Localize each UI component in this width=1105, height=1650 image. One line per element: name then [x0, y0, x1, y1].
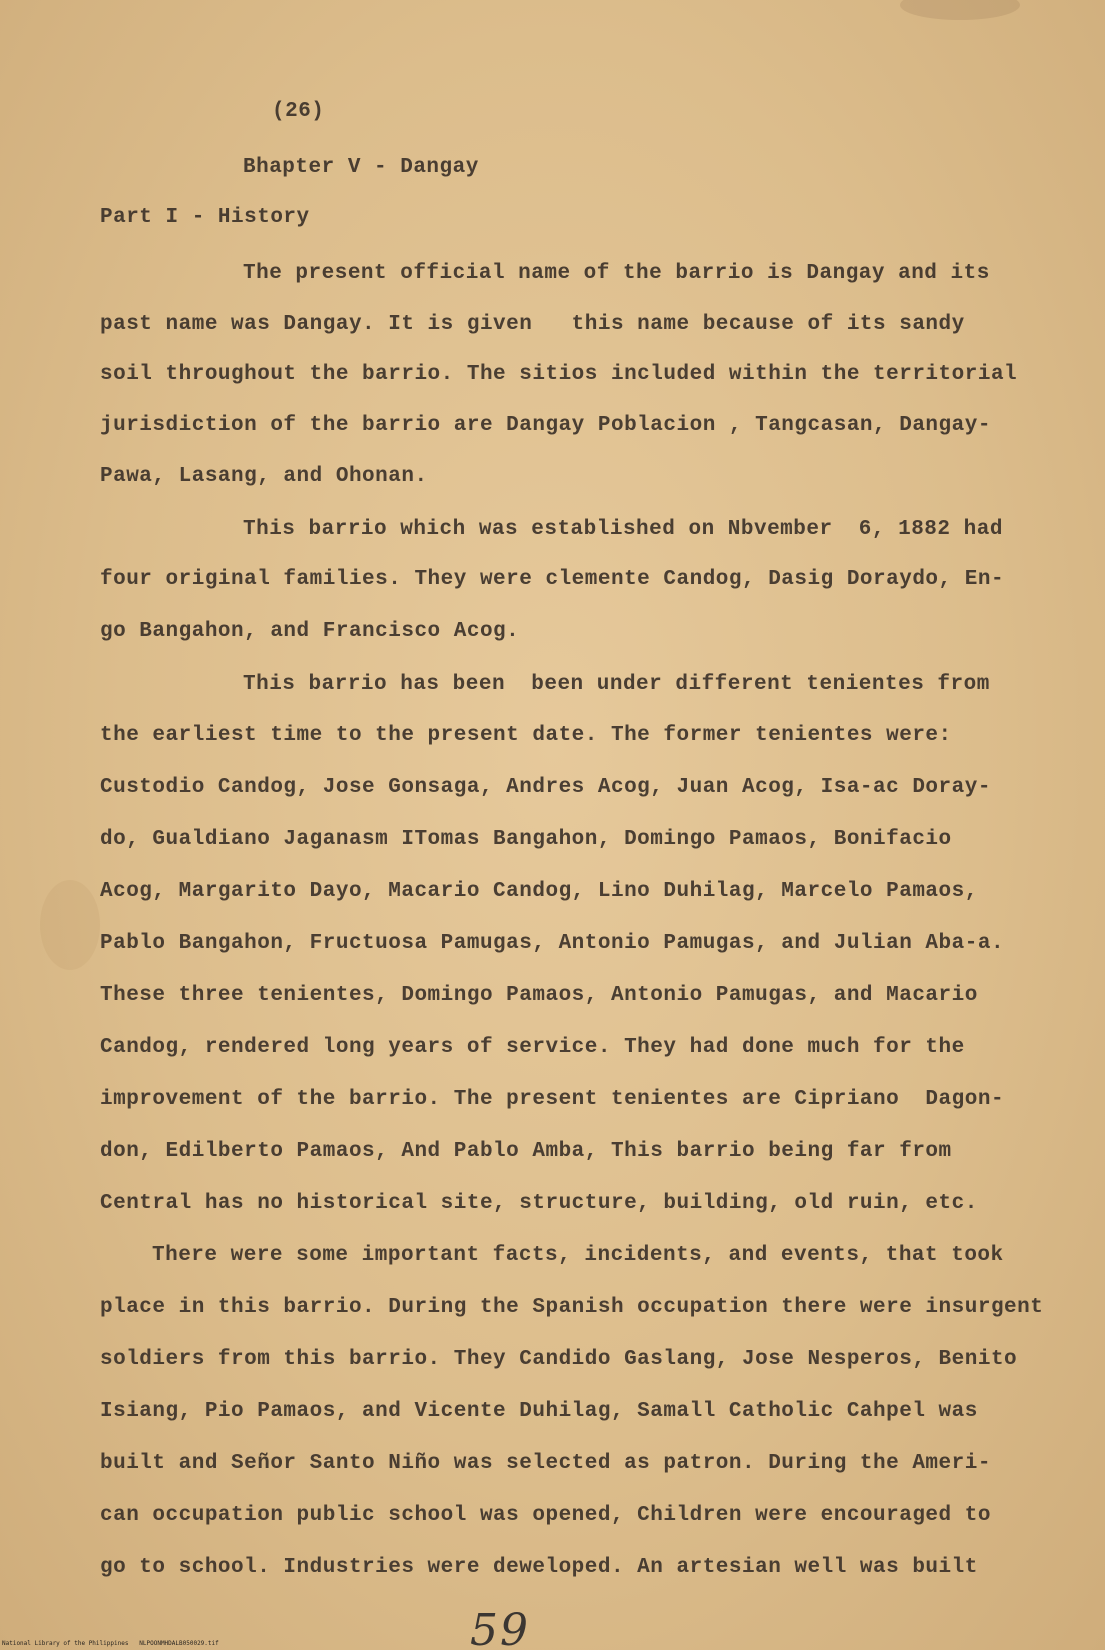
paper-stain: [900, 0, 1020, 20]
body-line: Candog, rendered long years of service. They had done much for the: [100, 1036, 965, 1059]
body-line: improvement of the barrio. The present tenientes are Cipriano Dagon-: [100, 1088, 1005, 1111]
body-line: go Bangahon, and Francisco Acog.: [100, 620, 520, 643]
body-line: Acog, Margarito Dayo, Macario Candog, Lino Duhilag, Marcelo Pamaos,: [100, 880, 978, 903]
body-line: This barrio which was established on Nbvember 6, 1882 had: [243, 518, 1003, 541]
part-title: Part I - History: [100, 206, 310, 229]
body-line: don, Edilberto Pamaos, And Pablo Amba, This barrio being far from: [100, 1140, 952, 1163]
body-line: past name was Dangay. It is given this name because of its sandy: [100, 313, 965, 336]
body-line: Pablo Bangahon, Fructuosa Pamugas, Antonio Pamugas, and Julian Aba-a.: [100, 932, 1005, 955]
body-line: There were some important facts, incidents, and events, that took: [152, 1244, 1004, 1267]
handwritten-page-number: 59: [470, 1605, 530, 1650]
body-line: The present official name of the barrio is Dangay and its: [243, 262, 990, 285]
paper-stain: [40, 880, 100, 970]
body-line: jurisdiction of the barrio are Dangay Poblacion , Tangcasan, Dangay-: [100, 414, 991, 437]
archive-footer: National Library of the Philippines NLPOONMHDALB050029.tif: [2, 1640, 219, 1647]
body-line: place in this barrio. During the Spanish occupation there were insurgent: [100, 1296, 1044, 1319]
body-line: These three tenientes, Domingo Pamaos, Antonio Pamugas, and Macario: [100, 984, 978, 1007]
body-line: This barrio has been been under different tenientes from: [243, 673, 990, 696]
body-line: built and Señor Santo Niño was selected as patron. During the Ameri-: [100, 1452, 991, 1475]
body-line: soldiers from this barrio. They Candido Gaslang, Jose Nesperos, Benito: [100, 1348, 1018, 1371]
body-line: Isiang, Pio Pamaos, and Vicente Duhilag, Samall Catholic Cahpel was: [100, 1400, 978, 1423]
body-line: go to school. Industries were deweloped. An artesian well was built: [100, 1556, 978, 1579]
body-line: do, Gualdiano Jaganasm ITomas Bangahon, Domingo Pamaos, Bonifacio: [100, 828, 952, 851]
body-line: four original families. They were clemente Candog, Dasig Doraydo, En-: [100, 568, 1005, 591]
chapter-title: Bhapter V - Dangay: [243, 156, 479, 179]
body-line: can occupation public school was opened, Children were encouraged to: [100, 1504, 991, 1527]
body-line: Central has no historical site, structure, building, old ruin, etc.: [100, 1192, 978, 1215]
body-line: Custodio Candog, Jose Gonsaga, Andres Acog, Juan Acog, Isa-ac Doray-: [100, 776, 991, 799]
body-line: soil throughout the barrio. The sitios included within the territorial: [100, 363, 1018, 386]
page-number: (26): [272, 100, 325, 123]
body-line: Pawa, Lasang, and Ohonan.: [100, 465, 428, 488]
body-line: the earliest time to the present date. The former tenientes were:: [100, 724, 952, 747]
